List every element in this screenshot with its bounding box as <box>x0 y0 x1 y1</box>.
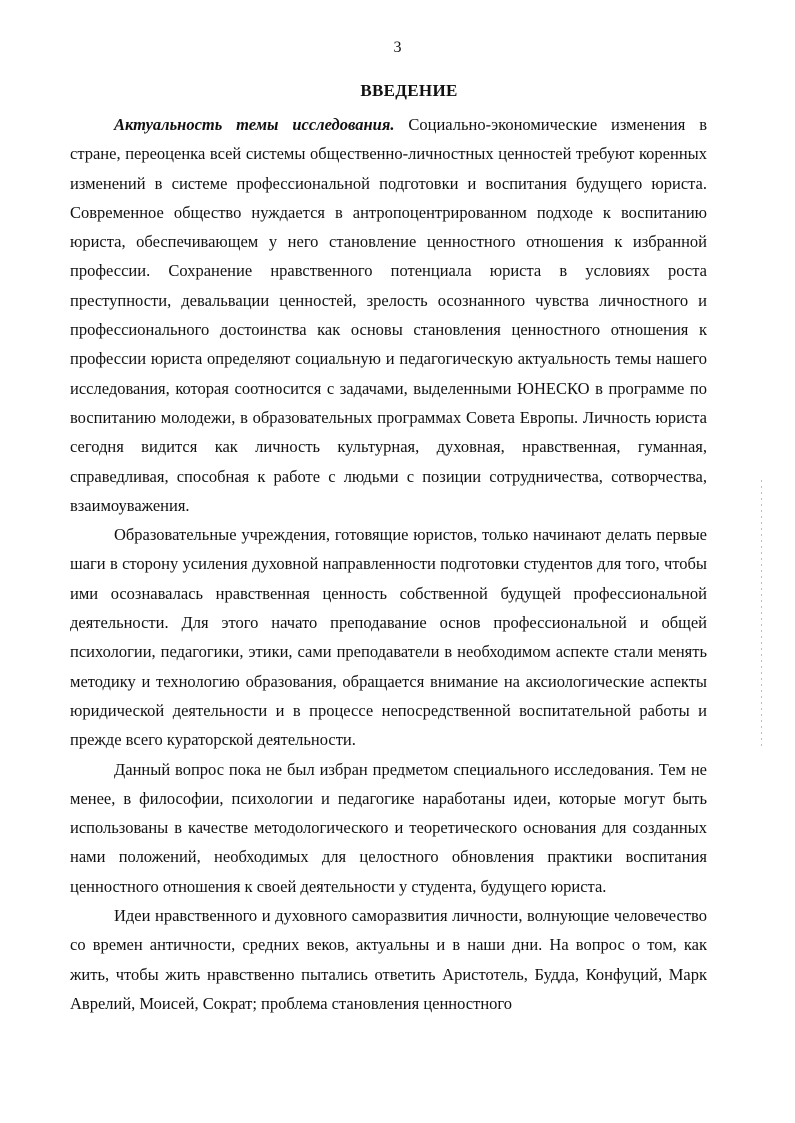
paragraph-research-question: Данный вопрос пока не был избран предметом специального исследования. Тем не менее, в философии, психологии и педагогике наработаны идеи, которые могут быть использованы в качестве методологического и теоретического основания для созданных нами положений, необходимых для целостного обновления практики воспитания ценностного отношения к своей деятельности у студента, будущего юриста. <box>70 759 707 896</box>
page-number: 3 <box>393 39 402 56</box>
paragraph-ideas: Идеи нравственного и духовного саморазвития личности, волнующие человечество со времен античности, средних веков, актуальны и в наши дни. На вопрос о том, как жить, чтобы жить нравственно пытались ответить Аристотель, Будда, Конфуций, Марк Аврелий, Моисей, Сократ; проблема становления ценностного <box>70 906 707 1013</box>
body-text <box>70 110 707 1018</box>
section-heading: ВВЕДЕНИЕ <box>360 81 458 100</box>
paragraph-institutions: Образовательные учреждения, готовящие юристов, только начинают делать первые шаги в сторону усиления духовной направленности подготовки студентов для того, чтобы ими осознавалась нравственная ценность собственной будущей профессиональной деятельности. Для этого начато преподавание основ профессиональной и общей психологии, педагогики, этики, сами преподаватели в необходимом аспекте стали менять методику и технологию образования, обращается внимание на аксиологические аспекты юридической деятельности и в процессе непосредственной воспитательной работы и прежде всего кураторской деятельности. <box>70 525 707 750</box>
paragraph-text: Социально-экономические изменения в стране, переоценка всей системы общественно-личностных ценностей требуют коренных изменений в системе профессиональной подготовки и воспитания будущего юриста. Современное общество нуждается в антропоцентрированном подходе к воспитанию юриста, обеспечивающем у него становление ценностного отношения к избранной профессии. Сохранение нравственного потенциала юриста в условиях роста преступности, девальвации ценностей, зрелость осознанного чувства личностного и профессионального достоинства как основы становления ценностного отношения к профессии юриста определяют социальную и педагогическую актуальность темы нашего исследования, которая соотносится с задачами, выделенными ЮНЕСКО в программе по воспитанию молодежи, в образовательных программах Совета Европы. Личность юриста сегодня видится как личность культурная, духовная, нравственная, гуманная, справедливая, способная к работе с людьми с позиции сотрудничества, сотворчества, взаимоуважения. <box>70 115 708 515</box>
paragraph-relevance <box>70 110 707 520</box>
scan-margin-mark <box>761 480 762 750</box>
paragraph-lead: Актуальность темы исследования. <box>114 115 395 134</box>
